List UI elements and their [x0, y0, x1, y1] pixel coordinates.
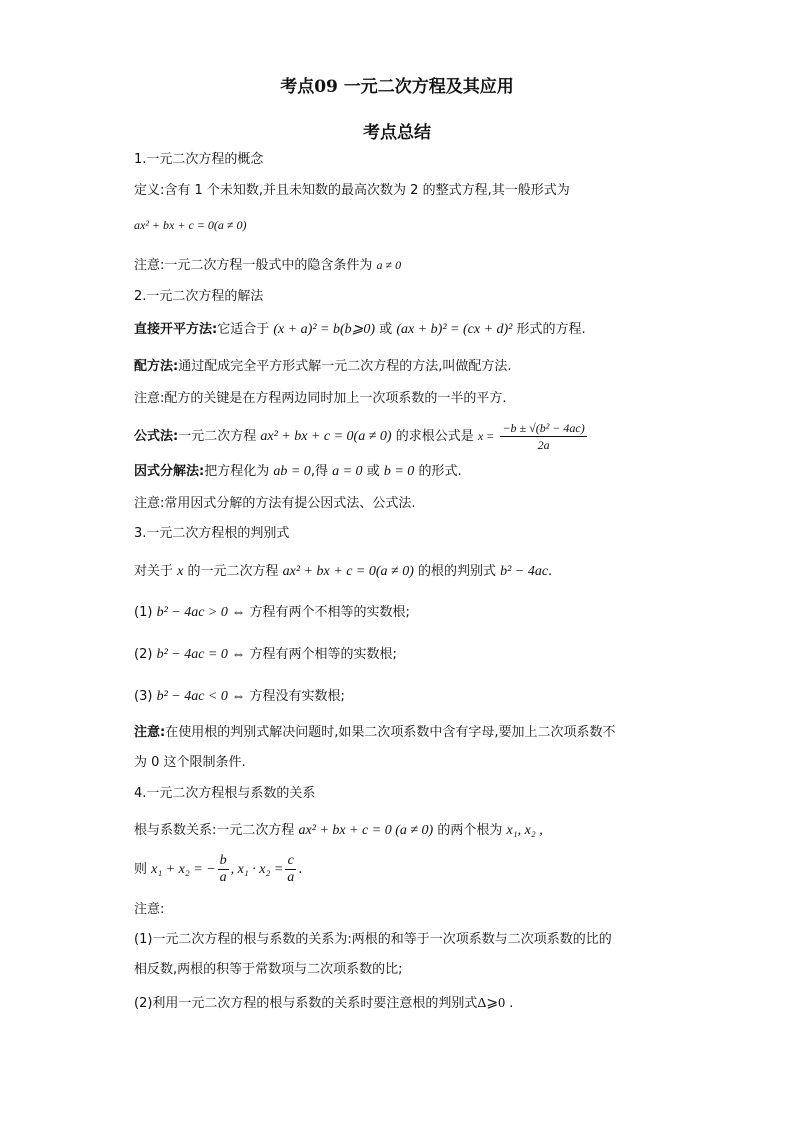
completing-square-note: 注意:配方的关键是在方程两边同时加上一次项系数的一半的平方.	[134, 391, 507, 406]
sum-denominator: a	[219, 870, 227, 885]
note-formula: a ≠ 0	[376, 258, 402, 272]
vieta-statement	[134, 821, 543, 841]
note-label: 注意:	[134, 725, 166, 740]
general-form-formula: ax² + bx + c = 0(a ≠ 0)	[134, 218, 247, 232]
vieta-note-label: 注意:	[134, 902, 165, 917]
method-text: ,得	[310, 464, 328, 479]
case-text: 方程有两个不相等的实数根;	[249, 605, 410, 620]
section-2-heading: 2.一元二次方程的解法	[134, 289, 264, 304]
section-4-heading: 4.一元二次方程根与系数的关系	[134, 786, 316, 801]
case-formula: b² − 4ac < 0 ⇔	[156, 689, 246, 704]
method-label: 因式分解法:	[134, 464, 205, 479]
sum-fraction	[218, 853, 229, 886]
page-title: 考点09 一元二次方程及其应用	[280, 77, 514, 97]
method-direct-sqrt	[134, 320, 586, 340]
end-punct: .	[298, 862, 303, 877]
intro-text: 对关于	[134, 564, 174, 579]
intro-text: 的一元二次方程	[187, 564, 279, 579]
vieta-note-2	[134, 994, 513, 1014]
case-3	[134, 687, 345, 707]
product-denominator: a	[287, 870, 295, 885]
discriminant-note-cont: 为 0 这个限制条件.	[134, 755, 246, 770]
intro-text: .	[548, 564, 553, 579]
root-formula-fraction	[500, 420, 586, 453]
case-1	[134, 603, 410, 623]
method-completing-square	[134, 357, 511, 377]
formula: (ax + b)² = (cx + d)²	[396, 322, 513, 337]
discriminant-condition: Δ⩾0	[477, 996, 506, 1011]
case-formula: b² − 4ac = 0 ⇔	[156, 647, 246, 662]
formula: ax² + bx + c = 0(a ≠ 0)	[260, 429, 392, 444]
root-formula-lhs: x =	[477, 429, 495, 443]
method-text: 一元二次方程	[178, 429, 257, 444]
method-factoring	[134, 462, 462, 482]
method-text: 或	[379, 322, 393, 337]
case-formula: b² − 4ac > 0 ⇔	[156, 605, 246, 620]
formula: b = 0	[383, 464, 415, 479]
vieta-note-1: (1)一元二次方程的根与系数的关系为:两根的和等于一次项系数与二次项系数的比的	[134, 932, 612, 947]
vieta-text: 的两个根为	[437, 823, 503, 838]
product-numerator: c	[285, 853, 296, 870]
formula: a = 0	[332, 464, 363, 479]
section-3-heading: 3.一元二次方程根的判别式	[134, 526, 290, 541]
formula: (x + a)² = b(b⩾0)	[273, 322, 376, 337]
product-lhs: , x₁ · x₂ =	[230, 862, 284, 877]
root-formula-denominator: 2a	[537, 438, 550, 452]
method-text: 形式的方程.	[516, 322, 586, 337]
formula: ab = 0	[273, 464, 311, 479]
method-label: 直接开平方法:	[134, 322, 218, 337]
note-text: 注意:一元二次方程一般式中的隐含条件为	[134, 258, 373, 273]
method-text: 的形式.	[418, 464, 462, 479]
section-1-heading: 1.一元二次方程的概念	[134, 152, 264, 167]
method-label: 配方法:	[134, 359, 179, 374]
intro-text: 的根的判别式	[418, 564, 497, 579]
variable-x: x	[177, 564, 184, 579]
factoring-note: 注意:常用因式分解的方法有提公因式法、公式法.	[134, 496, 416, 511]
method-text: 的求根公式是	[395, 429, 474, 444]
discriminant-intro	[134, 562, 552, 582]
sum-lhs: x₁ + x₂ = −	[151, 862, 216, 877]
case-text: 方程没有实数根;	[249, 689, 345, 704]
note-text: 在使用根的判别式解决问题时,如果二次项系数中含有字母,要加上二次项系数不	[165, 725, 616, 740]
discriminant-formula: b² − 4ac	[500, 564, 549, 579]
then-text: 则	[134, 862, 148, 877]
method-text: 把方程化为	[204, 464, 270, 479]
method-quadratic-formula	[134, 418, 589, 455]
case-number: (2)	[134, 647, 153, 662]
product-fraction	[285, 853, 296, 886]
root-formula-numerator: −b ± √(b² − 4ac)	[502, 421, 585, 435]
case-text: 方程有两个相等的实数根;	[249, 647, 397, 662]
page-subtitle: 考点总结	[363, 123, 431, 143]
case-number: (1)	[134, 605, 153, 620]
definition-text: 定义:含有 1 个未知数,并且未知数的最高次数为 2 的整式方程,其一般形式为	[134, 183, 570, 198]
method-text: 通过配成完全平方形式解一元二次方程的方法,叫做配方法.	[178, 359, 512, 374]
vieta-text: 根与系数关系:一元二次方程	[134, 823, 295, 838]
end-punct: .	[509, 996, 514, 1011]
method-label: 公式法:	[134, 429, 179, 444]
formula: ax² + bx + c = 0 (a ≠ 0)	[298, 823, 434, 838]
discriminant-note	[134, 723, 615, 743]
roots-formula: x₁, x₂ ,	[506, 823, 543, 838]
method-text: 它适合于	[217, 322, 270, 337]
note-text: (2)利用一元二次方程的根与系数的关系时要注意根的判别式	[134, 996, 478, 1011]
sum-numerator: b	[219, 853, 227, 868]
section-1-note	[134, 255, 401, 276]
method-text: 或	[366, 464, 380, 479]
case-2	[134, 645, 397, 665]
case-number: (3)	[134, 689, 153, 704]
vieta-formulas	[134, 852, 302, 888]
vieta-note-1-cont: 相反数,两根的积等于常数项与二次项系数的比;	[134, 962, 403, 977]
formula: ax² + bx + c = 0(a ≠ 0)	[282, 564, 414, 579]
